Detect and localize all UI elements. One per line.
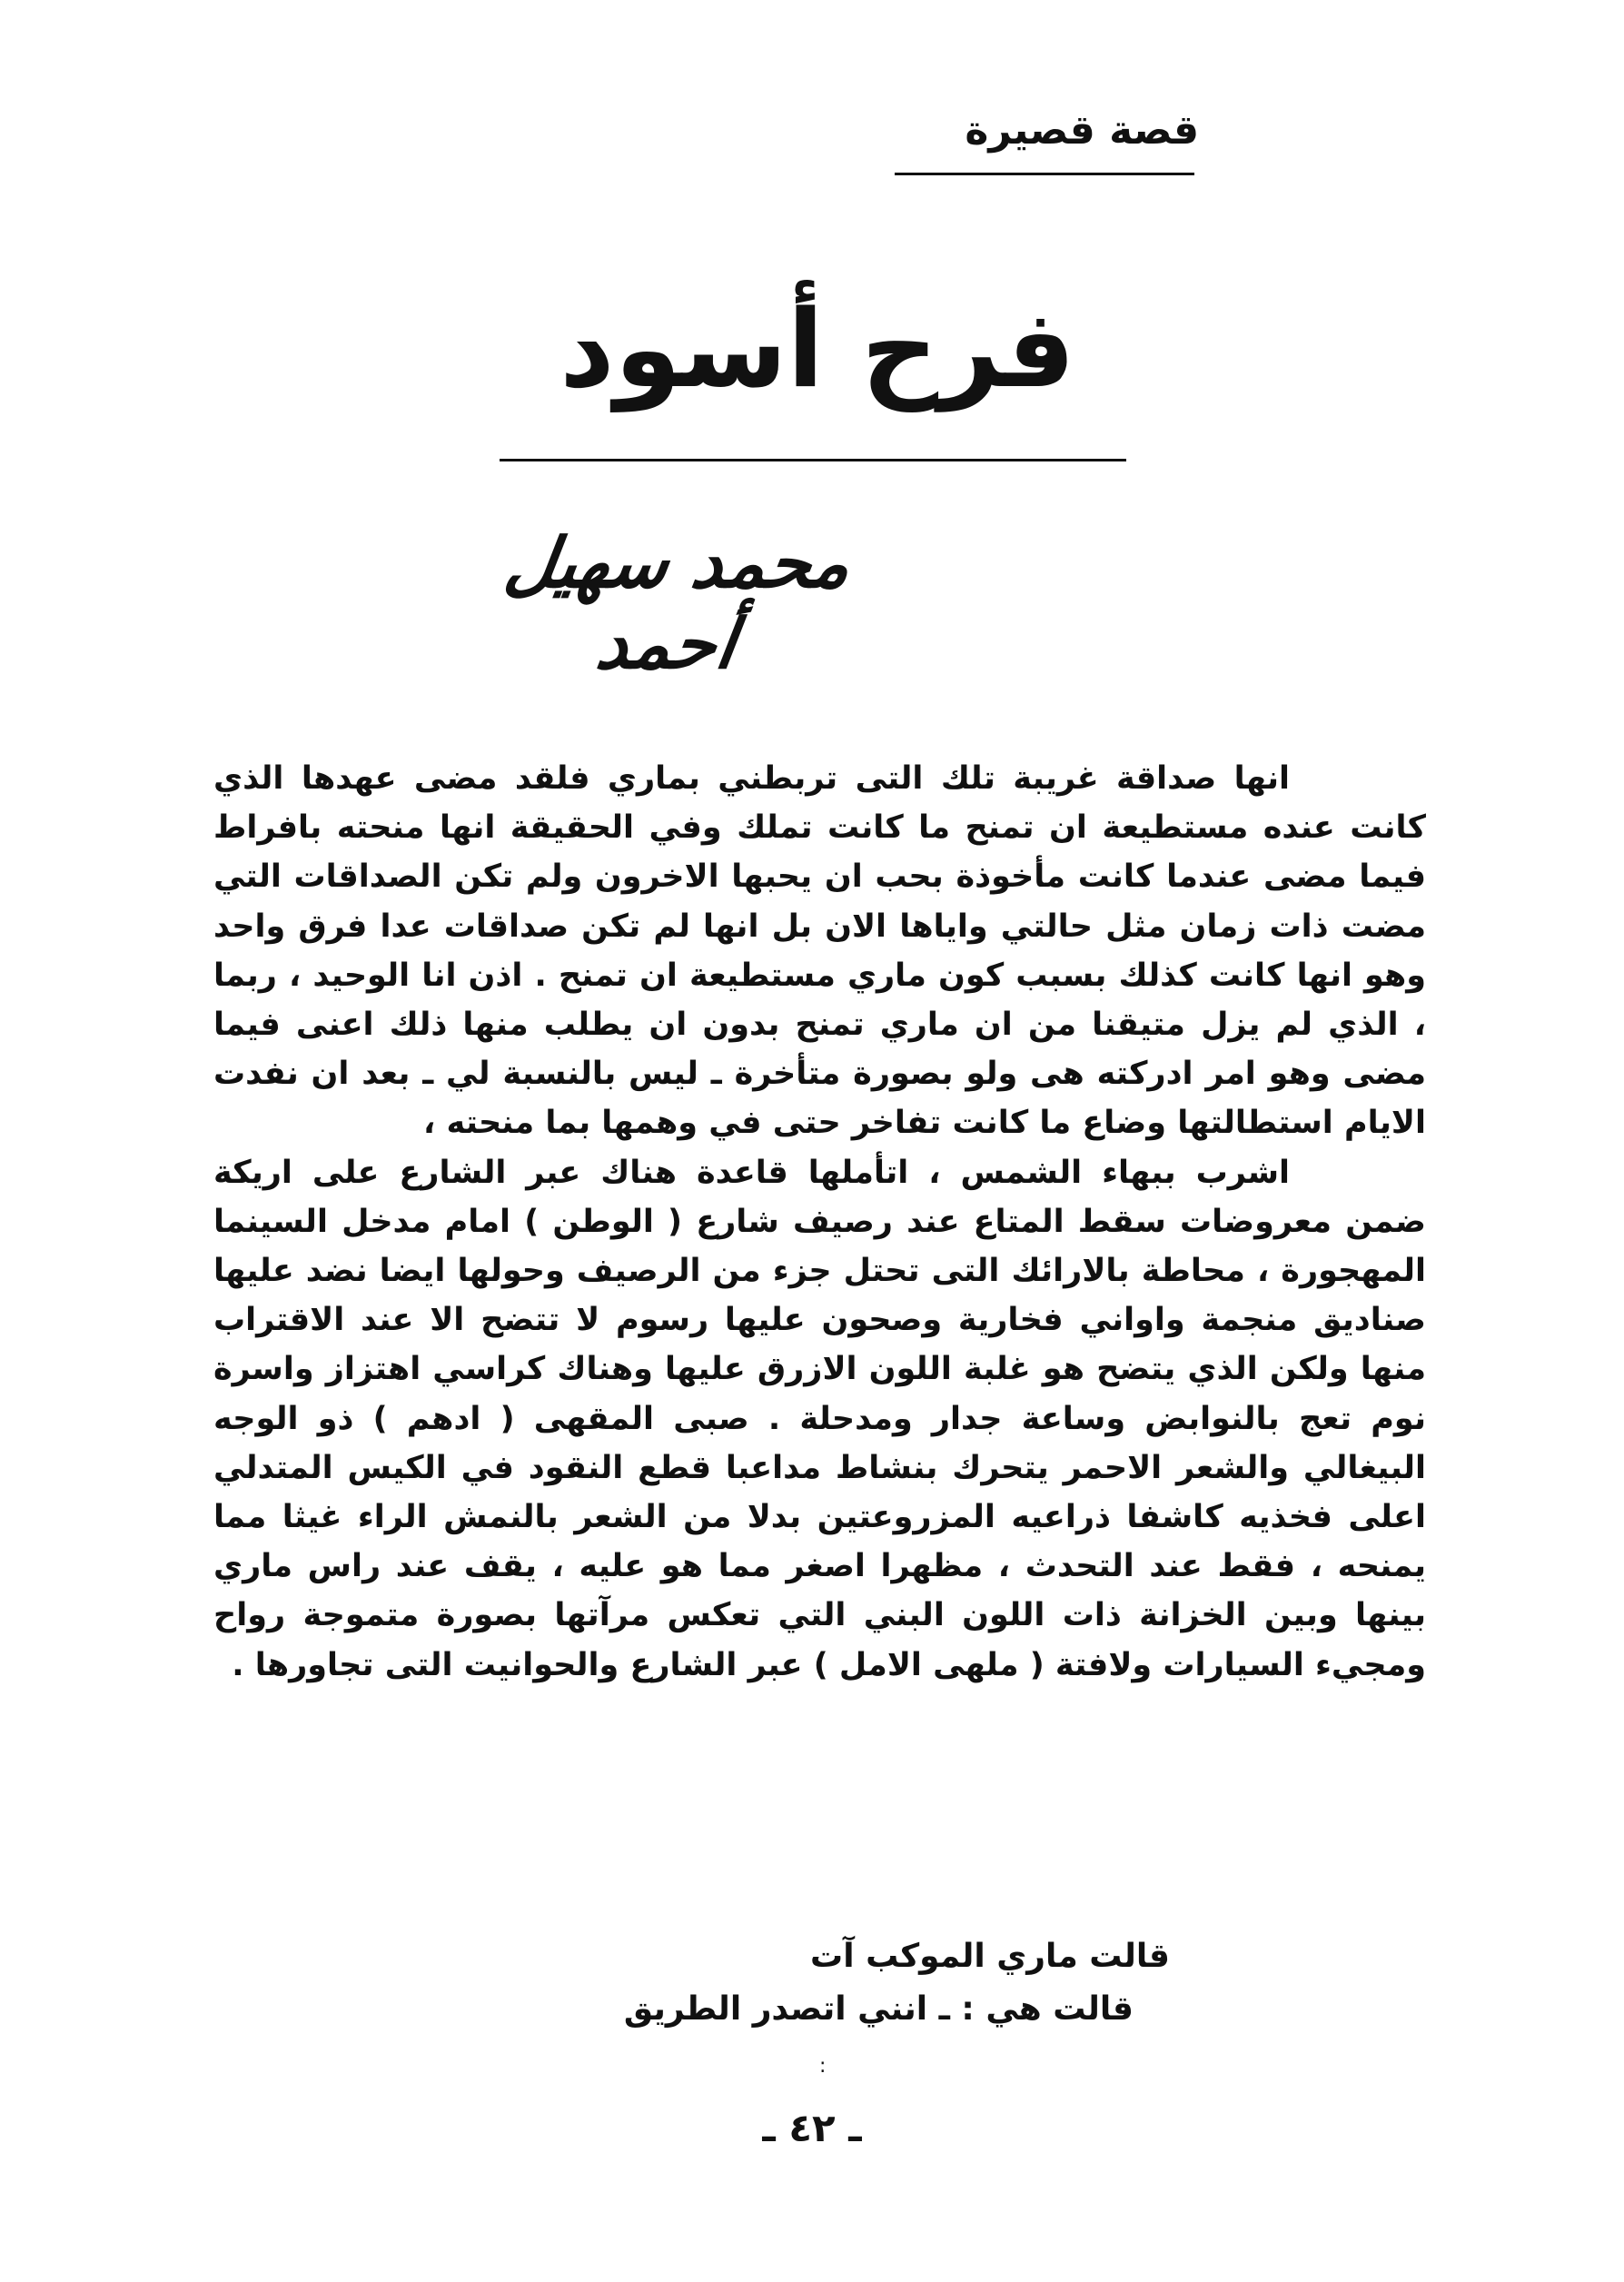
author-signature: محمد سهيل أحمد [500, 522, 857, 684]
dialogue-line-2: قالت هي : ـ انني اتصدر الطريق [623, 1990, 1134, 2028]
paragraph-1: انها صداقة غريبة تلك التى تربطني بماري فلقد مضى عهدها الذي كانت عنده مستطيعة ان تمنح ما كانت تملك وفي الحقيقة انها منحته بافراط فيما مضى عندما كانت مأخوذة بحب ان يحبها الاخرون ولم تكن الصداقات التي مضت ذات زمان مثل حالتي واياها الان بل انها لم تكن صداقات عدا فرق واحد وهو انها كانت كذلك بسبب كون ماري مستطيعة ان تمنح . اذن انا الوحيد ، ربما ، الذي لم يزل متيقنا من ان ماري تمنح بدون ان يطلب منها ذلك اعنى فيما مضى وهو امر ادركته هى ولو بصورة متأخرة ـ ليس بالنسبة لي ـ بعد ان نفدت الايام استطالتها وضاع ما كانت تفاخر حتى في وهمها بما منحته ، [213, 760, 1426, 1142]
story-title: فرح أسود [559, 286, 1075, 412]
dialogue-line-1: قالت ماري الموكب آت [810, 1938, 1170, 1975]
title-underline [500, 459, 1126, 461]
page-number: ـ ٤٢ ـ [762, 2106, 862, 2150]
section-label-underline [895, 173, 1194, 175]
stray-mark: : [819, 2055, 827, 2078]
section-label: قصة قصيرة [965, 107, 1199, 154]
story-body [213, 754, 1426, 1690]
paragraph-2: اشرب ببهاء الشمس ، اتأملها قاعدة هناك عبر الشارع على اريكة ضمن معروضات سقط المتاع عند رصيف شارع ( الوطن ) امام مدخل السينما المهجورة ، محاطة بالارائك التى تحتل جزء من الرصيف وحولها ايضا نضد عليها صناديق منجمة واواني فخارية وصحون عليها رسوم لا تتضح الا عند الاقتراب منها ولكن الذي يتضح هو غلبة اللون الازرق عليها وهناك كراسي اهتزاز واسرة نوم تعج بالنوابض وساعة جدار ومدحلة . صبى المقهى ( ادهم ) ذو الوجه البيغالي والشعر الاحمر يتحرك بنشاط مداعبا قطع النقود في الكيس المتدلي اعلى فخذيه كاشفا ذراعيه المزروعتين بدلا من الشعر بالنمش الراء غيثا مما يمنحه ، فقط عند التحدث ، مظهرا اصغر مما هو عليه ، يقف عند راس ماري بينها وبين الخزانة ذات اللون البني التي تعكس مرآتها بصورة متموجة رواح ومجيء السيارات ولافتة ( ملهى الامل ) عبر الشارع والحوانيت التى تجاورها . [213, 1154, 1426, 1683]
